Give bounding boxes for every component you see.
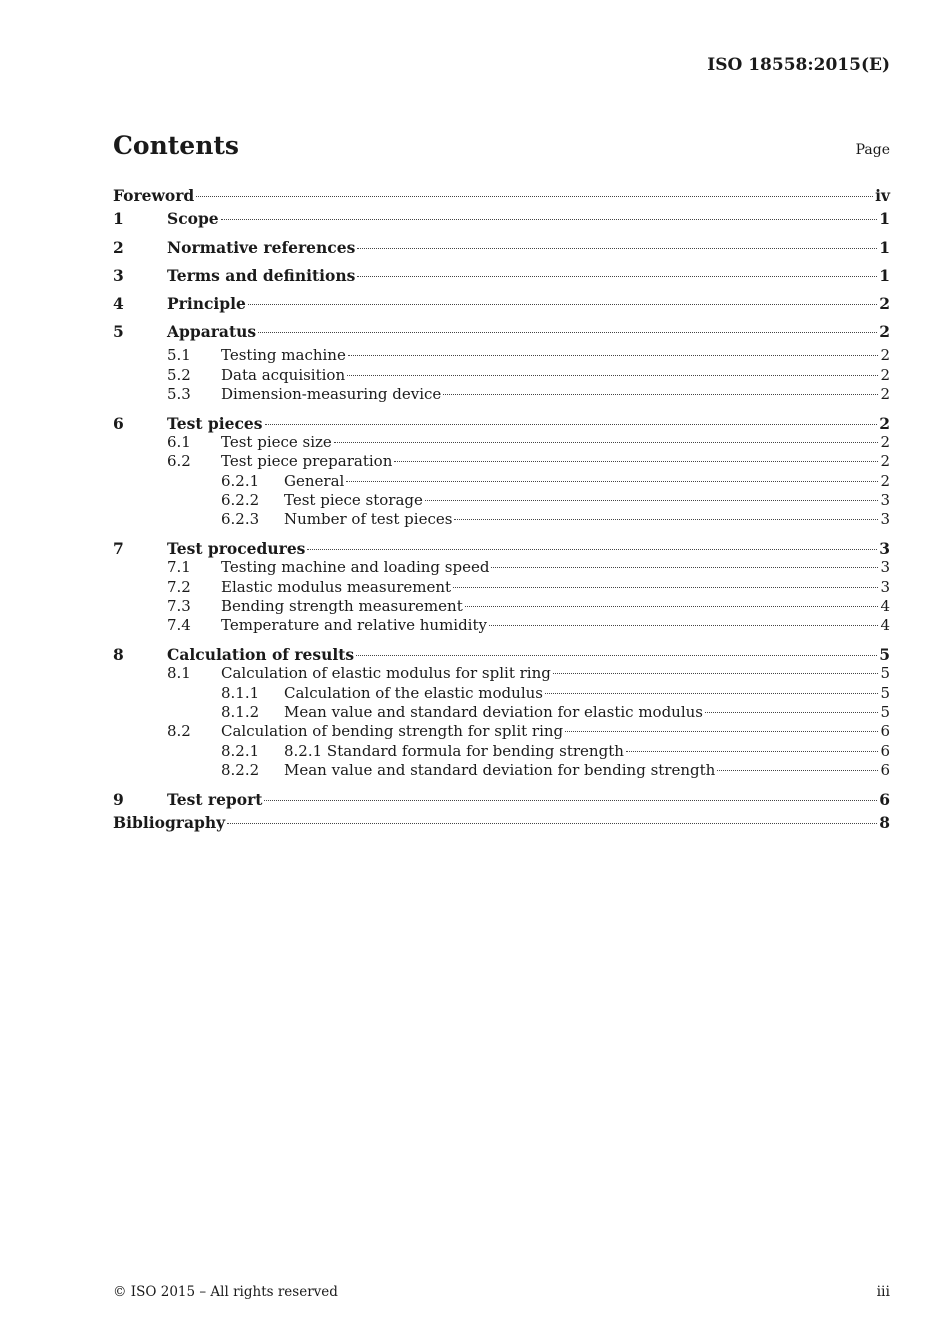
toc-entry[interactable] <box>113 510 890 529</box>
toc-entry-number: 5 <box>113 322 124 342</box>
toc-entry-title[interactable]: Mean value and standard deviation for elastic modulus <box>284 702 703 721</box>
dot-leader <box>553 673 879 674</box>
toc-entry[interactable] <box>113 703 890 722</box>
toc-entry-title[interactable]: Foreword <box>113 186 195 205</box>
toc-entry-number: 7 <box>113 538 124 558</box>
toc-entry[interactable] <box>113 234 890 262</box>
toc-entry[interactable] <box>113 742 890 761</box>
toc-entry-number: 3 <box>113 265 124 285</box>
toc-entry-page: 6 <box>880 761 890 780</box>
dot-leader <box>489 625 878 626</box>
toc-entry-page: 3 <box>880 491 890 510</box>
dot-leader <box>265 424 878 425</box>
toc-entry-page: 2 <box>880 471 890 490</box>
dot-leader <box>626 751 879 752</box>
toc-entry[interactable] <box>113 790 890 809</box>
toc-entry-number: 8.2.1 <box>221 741 260 760</box>
toc-entry[interactable] <box>113 597 890 616</box>
toc-entry[interactable] <box>113 186 890 205</box>
toc-entry-number: 7.1 <box>167 558 191 577</box>
toc-entry-page: 1 <box>879 209 890 229</box>
toc-entry-number: 7.2 <box>167 577 191 596</box>
copyright-notice: © ISO 2015 – All rights reserved <box>113 1284 338 1300</box>
toc-entry-title[interactable]: Data acquisition <box>221 365 346 384</box>
toc-entry-number: 5.2 <box>167 365 191 384</box>
toc-entry-page: 2 <box>880 346 890 365</box>
toc-entry[interactable] <box>113 722 890 741</box>
toc-entry-page: iv <box>875 186 890 205</box>
table-of-contents <box>113 186 890 837</box>
toc-entry-page: 2 <box>880 452 890 471</box>
toc-entry-number: 5.1 <box>167 346 191 365</box>
dot-leader <box>705 712 878 713</box>
dot-leader <box>264 800 877 801</box>
toc-entry-page: 8 <box>879 812 890 832</box>
toc-entry-title[interactable]: Scope <box>167 209 219 229</box>
toc-entry[interactable] <box>113 558 890 577</box>
toc-entry-page: 5 <box>880 683 890 702</box>
toc-entry-page: 1 <box>879 265 890 285</box>
toc-entry-number: 8.2.2 <box>221 761 260 780</box>
toc-entry-number: 4 <box>113 293 124 313</box>
page-column-label: Page <box>855 142 890 158</box>
toc-entry-number: 1 <box>113 209 124 229</box>
document-id: ISO 18558:2015(E) <box>707 55 890 75</box>
toc-entry-page: 4 <box>880 597 890 616</box>
toc-entry[interactable] <box>113 433 890 452</box>
toc-entry-page: 5 <box>879 644 890 664</box>
toc-entry-title[interactable]: Calculation of results <box>167 644 355 664</box>
toc-entry[interactable] <box>113 539 890 558</box>
toc-entry-number: 8 <box>113 644 124 664</box>
toc-entry[interactable] <box>113 290 890 318</box>
toc-entry-title[interactable]: Test procedures <box>167 538 306 558</box>
toc-entry-page: 2 <box>879 322 890 342</box>
dot-leader <box>307 549 877 550</box>
dot-leader <box>454 519 878 520</box>
dot-leader <box>227 823 877 824</box>
toc-entry-number: 6.2.3 <box>221 510 260 529</box>
toc-entry[interactable] <box>113 664 890 683</box>
dot-leader <box>346 481 878 482</box>
dot-leader <box>425 500 879 501</box>
toc-entry-title[interactable]: Testing machine and loading speed <box>221 558 490 577</box>
toc-entry-page: 4 <box>880 616 890 635</box>
toc-entry[interactable] <box>113 452 890 471</box>
toc-entry-title[interactable]: Calculation of elastic modulus for split ring <box>221 664 551 683</box>
toc-entry-number: 8.1.2 <box>221 702 260 721</box>
toc-entry[interactable] <box>113 346 890 365</box>
toc-entry-number: 9 <box>113 789 124 809</box>
toc-entry-title[interactable]: Mean value and standard deviation for bending strength <box>284 761 716 780</box>
toc-entry-title[interactable]: Elastic modulus measurement <box>221 577 452 596</box>
toc-entry-number: 2 <box>113 237 124 257</box>
dot-leader <box>717 770 878 771</box>
toc-entry-page: 5 <box>880 702 890 721</box>
toc-entry[interactable] <box>113 414 890 433</box>
toc-entry-title[interactable]: Bibliography <box>113 812 226 832</box>
toc-entry-page: 3 <box>880 558 890 577</box>
dot-leader <box>221 219 878 220</box>
toc-entry-title[interactable]: Terms and definitions <box>167 265 356 285</box>
toc-entry-title[interactable]: Test report <box>167 789 263 809</box>
toc-entry[interactable] <box>113 809 890 837</box>
toc-entry-page: 5 <box>880 664 890 683</box>
dot-leader <box>196 196 873 197</box>
dot-leader <box>348 355 879 356</box>
toc-entry[interactable] <box>113 205 890 233</box>
dot-leader <box>357 276 877 277</box>
toc-entry-page: 2 <box>879 293 890 313</box>
dot-leader <box>394 461 878 462</box>
dot-leader <box>465 606 879 607</box>
toc-entry-page: 1 <box>879 237 890 257</box>
toc-entry-title[interactable]: Principle <box>167 293 246 313</box>
toc-entry-page: 2 <box>879 413 890 433</box>
toc-entry-title[interactable]: Test pieces <box>167 413 263 433</box>
toc-entry-page: 6 <box>880 722 890 741</box>
toc-entry-title[interactable]: Number of test pieces <box>284 510 453 529</box>
toc-entry-number: 6.2 <box>167 452 191 471</box>
toc-entry-number: 6.2.2 <box>221 491 260 510</box>
contents-title: Contents <box>113 131 240 160</box>
toc-entry-title[interactable]: Normative references <box>167 237 356 257</box>
toc-entry-title[interactable]: Test piece storage <box>284 491 423 510</box>
page-number: iii <box>876 1284 890 1300</box>
toc-entry-page: 2 <box>880 432 890 451</box>
dot-leader <box>357 248 877 249</box>
dot-leader <box>347 375 878 376</box>
toc-entry[interactable] <box>113 472 890 491</box>
toc-entry-title[interactable]: General <box>284 471 345 490</box>
toc-entry-page: 2 <box>880 385 890 404</box>
toc-entry[interactable] <box>113 684 890 703</box>
toc-entry-title[interactable]: Testing machine <box>221 346 346 365</box>
dot-leader <box>491 567 878 568</box>
toc-entry-number: 7.3 <box>167 597 191 616</box>
toc-entry-number: 6.1 <box>167 432 191 451</box>
dot-leader <box>334 442 879 443</box>
toc-entry[interactable] <box>113 578 890 597</box>
toc-entry-title[interactable]: Test piece size <box>221 432 332 451</box>
dot-leader <box>453 587 878 588</box>
toc-entry[interactable] <box>113 616 890 635</box>
toc-entry-number: 5.3 <box>167 385 191 404</box>
dot-leader <box>258 332 877 333</box>
dot-leader <box>248 304 877 305</box>
dot-leader <box>443 394 878 395</box>
toc-entry[interactable] <box>113 318 890 346</box>
toc-entry[interactable] <box>113 262 890 290</box>
toc-entry[interactable] <box>113 385 890 404</box>
toc-entry-number: 8.2 <box>167 722 191 741</box>
toc-entry-page: 3 <box>879 538 890 558</box>
toc-entry-page: 6 <box>880 741 890 760</box>
toc-entry-number: 8.1 <box>167 664 191 683</box>
toc-entry-page: 2 <box>880 365 890 384</box>
toc-entry-title[interactable]: Dimension-measuring device <box>221 385 442 404</box>
toc-entry-title[interactable]: Bending strength measurement <box>221 597 463 616</box>
dot-leader <box>565 731 878 732</box>
toc-entry-page: 3 <box>880 577 890 596</box>
toc-entry-page: 3 <box>880 510 890 529</box>
toc-entry[interactable] <box>113 491 890 510</box>
toc-entry-title[interactable]: 8.2.1 Standard formula for bending strength <box>284 741 624 760</box>
toc-entry-title[interactable]: Calculation of the elastic modulus <box>284 683 543 702</box>
toc-entry-number: 6 <box>113 413 124 433</box>
toc-entry-number: 7.4 <box>167 616 191 635</box>
toc-entry-title[interactable]: Calculation of bending strength for split ring <box>221 722 564 741</box>
toc-entry-page: 6 <box>879 789 890 809</box>
toc-entry-number: 8.1.1 <box>221 683 260 702</box>
toc-entry-number: 6.2.1 <box>221 471 260 490</box>
toc-entry[interactable] <box>113 645 890 664</box>
toc-entry-title[interactable]: Temperature and relative humidity <box>221 616 487 635</box>
toc-entry-title[interactable]: Apparatus <box>167 322 257 342</box>
dot-leader <box>356 655 877 656</box>
dot-leader <box>545 693 878 694</box>
toc-entry[interactable] <box>113 366 890 385</box>
toc-entry[interactable] <box>113 761 890 780</box>
toc-entry-title[interactable]: Test piece preparation <box>221 452 393 471</box>
